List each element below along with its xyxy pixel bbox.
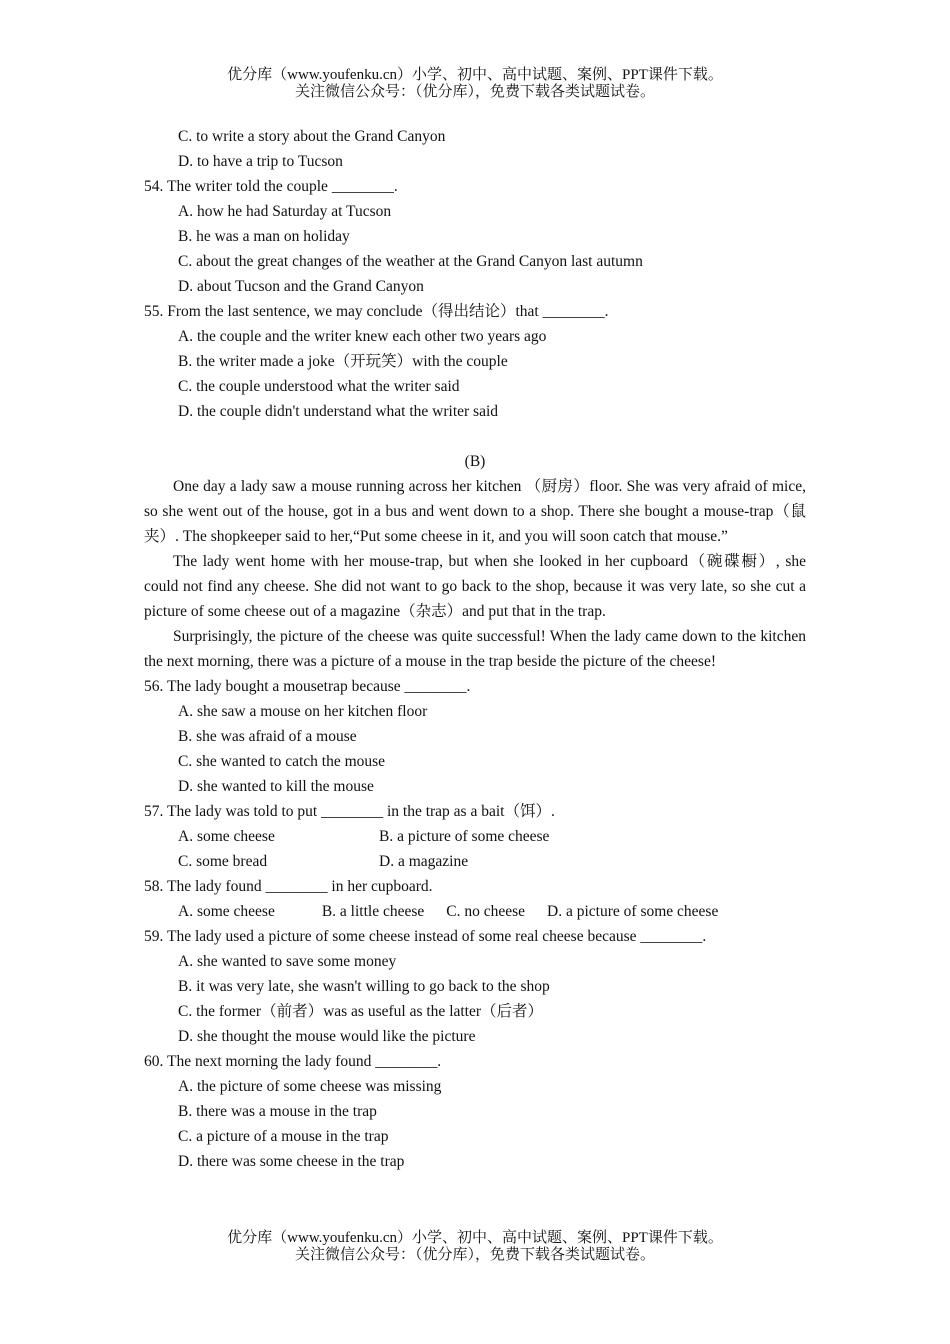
- q60-option-a: A. the picture of some cheese was missing: [178, 1078, 442, 1095]
- q59-option-b: B. it was very late, she wasn't willing to go back to the shop: [178, 978, 550, 995]
- q53-option-c: C. to write a story about the Grand Canyon: [178, 128, 446, 145]
- q56-option-c: C. she wanted to catch the mouse: [178, 753, 386, 770]
- q56-option-b: B. she was afraid of a mouse: [178, 728, 357, 745]
- q54-option-c: C. about the great changes of the weather at the Grand Canyon last autumn: [178, 253, 643, 270]
- q58-option-a: A. some cheese: [178, 903, 275, 920]
- q58-option-d: D. a picture of some cheese: [547, 903, 719, 920]
- q58-option-c: C. no cheese: [446, 903, 526, 920]
- q55-option-b: B. the writer made a joke（开玩笑）with the couple: [178, 353, 508, 370]
- question-57-stem: 57. The lady was told to put ________ in the trap as a bait（饵）.: [144, 803, 555, 820]
- q60-option-d: D. there was some cheese in the trap: [178, 1153, 405, 1170]
- header-line-1: 优分库（www.youfenku.cn）小学、初中、高中试题、案例、PPT课件下载。: [227, 67, 723, 83]
- page-footer: [0, 1230, 950, 1264]
- footer-line-1: 优分库（www.youfenku.cn）小学、初中、高中试题、案例、PPT课件下载。: [227, 1230, 723, 1246]
- q60-option-b: B. there was a mouse in the trap: [178, 1103, 377, 1120]
- question-60-stem: 60. The next morning the lady found ________.: [144, 1053, 442, 1070]
- passage-b-paragraph-1: One day a lady saw a mouse running across her kitchen （厨房）floor. She was very afraid of mice, so she went out of the house, got in a bus and went down to a shop. There she bought a mouse-trap（鼠夹）. The shopkeeper said to her,“Put some cheese in it, and you will soon catch that mouse.”: [144, 478, 806, 545]
- q59-option-c: C. the former（前者）was as useful as the latter（后者）: [178, 1003, 544, 1020]
- q57-option-b: B. a picture of some cheese: [379, 828, 550, 845]
- footer-line-2: 关注微信公众号：（优分库），免费下载各类试题试卷。: [294, 1247, 655, 1263]
- q55-option-c: C. the couple understood what the writer said: [178, 378, 460, 395]
- q55-option-a: A. the couple and the writer knew each other two years ago: [178, 328, 547, 345]
- question-56-stem: 56. The lady bought a mousetrap because ________.: [144, 678, 471, 695]
- spacer: [144, 424, 806, 449]
- q57-option-a: A. some cheese: [178, 828, 275, 845]
- q55-option-d: D. the couple didn't understand what the writer said: [178, 403, 499, 420]
- passage-b-paragraph-3: Surprisingly, the picture of the cheese was quite successful! When the lady came down to the kitchen the next morning, there was a picture of a mouse in the trap beside the picture of the cheese!: [144, 628, 806, 670]
- q54-option-b: B. he was a man on holiday: [178, 228, 350, 245]
- page-header: [0, 67, 950, 101]
- passage-b-paragraph-2: The lady went home with her mouse-trap, but when she looked in her cupboard（碗碟橱）, she could not find any cheese. She did not want to go back to the shop, because it was very late, so she cut a picture of some cheese out of a magazine（杂志）and put that in the trap.: [144, 553, 806, 620]
- q57-option-c: C. some bread: [178, 853, 268, 870]
- question-55-stem: 55. From the last sentence, we may conclude（得出结论）that ________.: [144, 303, 609, 320]
- header-line-2: 关注微信公众号：（优分库），免费下载各类试题试卷。: [294, 84, 655, 100]
- q54-option-a: A. how he had Saturday at Tucson: [178, 203, 392, 220]
- q53-option-d: D. to have a trip to Tucson: [178, 153, 343, 170]
- q59-option-d: D. she thought the mouse would like the picture: [178, 1028, 476, 1045]
- document-body: [144, 124, 806, 1174]
- question-54-stem: 54. The writer told the couple ________.: [144, 178, 398, 195]
- q60-option-c: C. a picture of a mouse in the trap: [178, 1128, 389, 1145]
- q54-option-d: D. about Tucson and the Grand Canyon: [178, 278, 424, 295]
- q57-option-d: D. a magazine: [379, 853, 469, 870]
- q58-options-row: [144, 899, 806, 924]
- q58-option-b: B. a little cheese: [321, 903, 425, 920]
- q57-options-row-2: [144, 849, 806, 874]
- q56-option-d: D. she wanted to kill the mouse: [178, 778, 374, 795]
- q56-option-a: A. she saw a mouse on her kitchen floor: [178, 703, 428, 720]
- q59-option-a: A. she wanted to save some money: [178, 953, 397, 970]
- q57-options-row-1: [144, 824, 806, 849]
- question-59-stem: 59. The lady used a picture of some cheese instead of some real cheese because ________.: [144, 928, 707, 945]
- passage-b-title: (B): [464, 453, 486, 470]
- question-58-stem: 58. The lady found ________ in her cupboard.: [144, 878, 433, 895]
